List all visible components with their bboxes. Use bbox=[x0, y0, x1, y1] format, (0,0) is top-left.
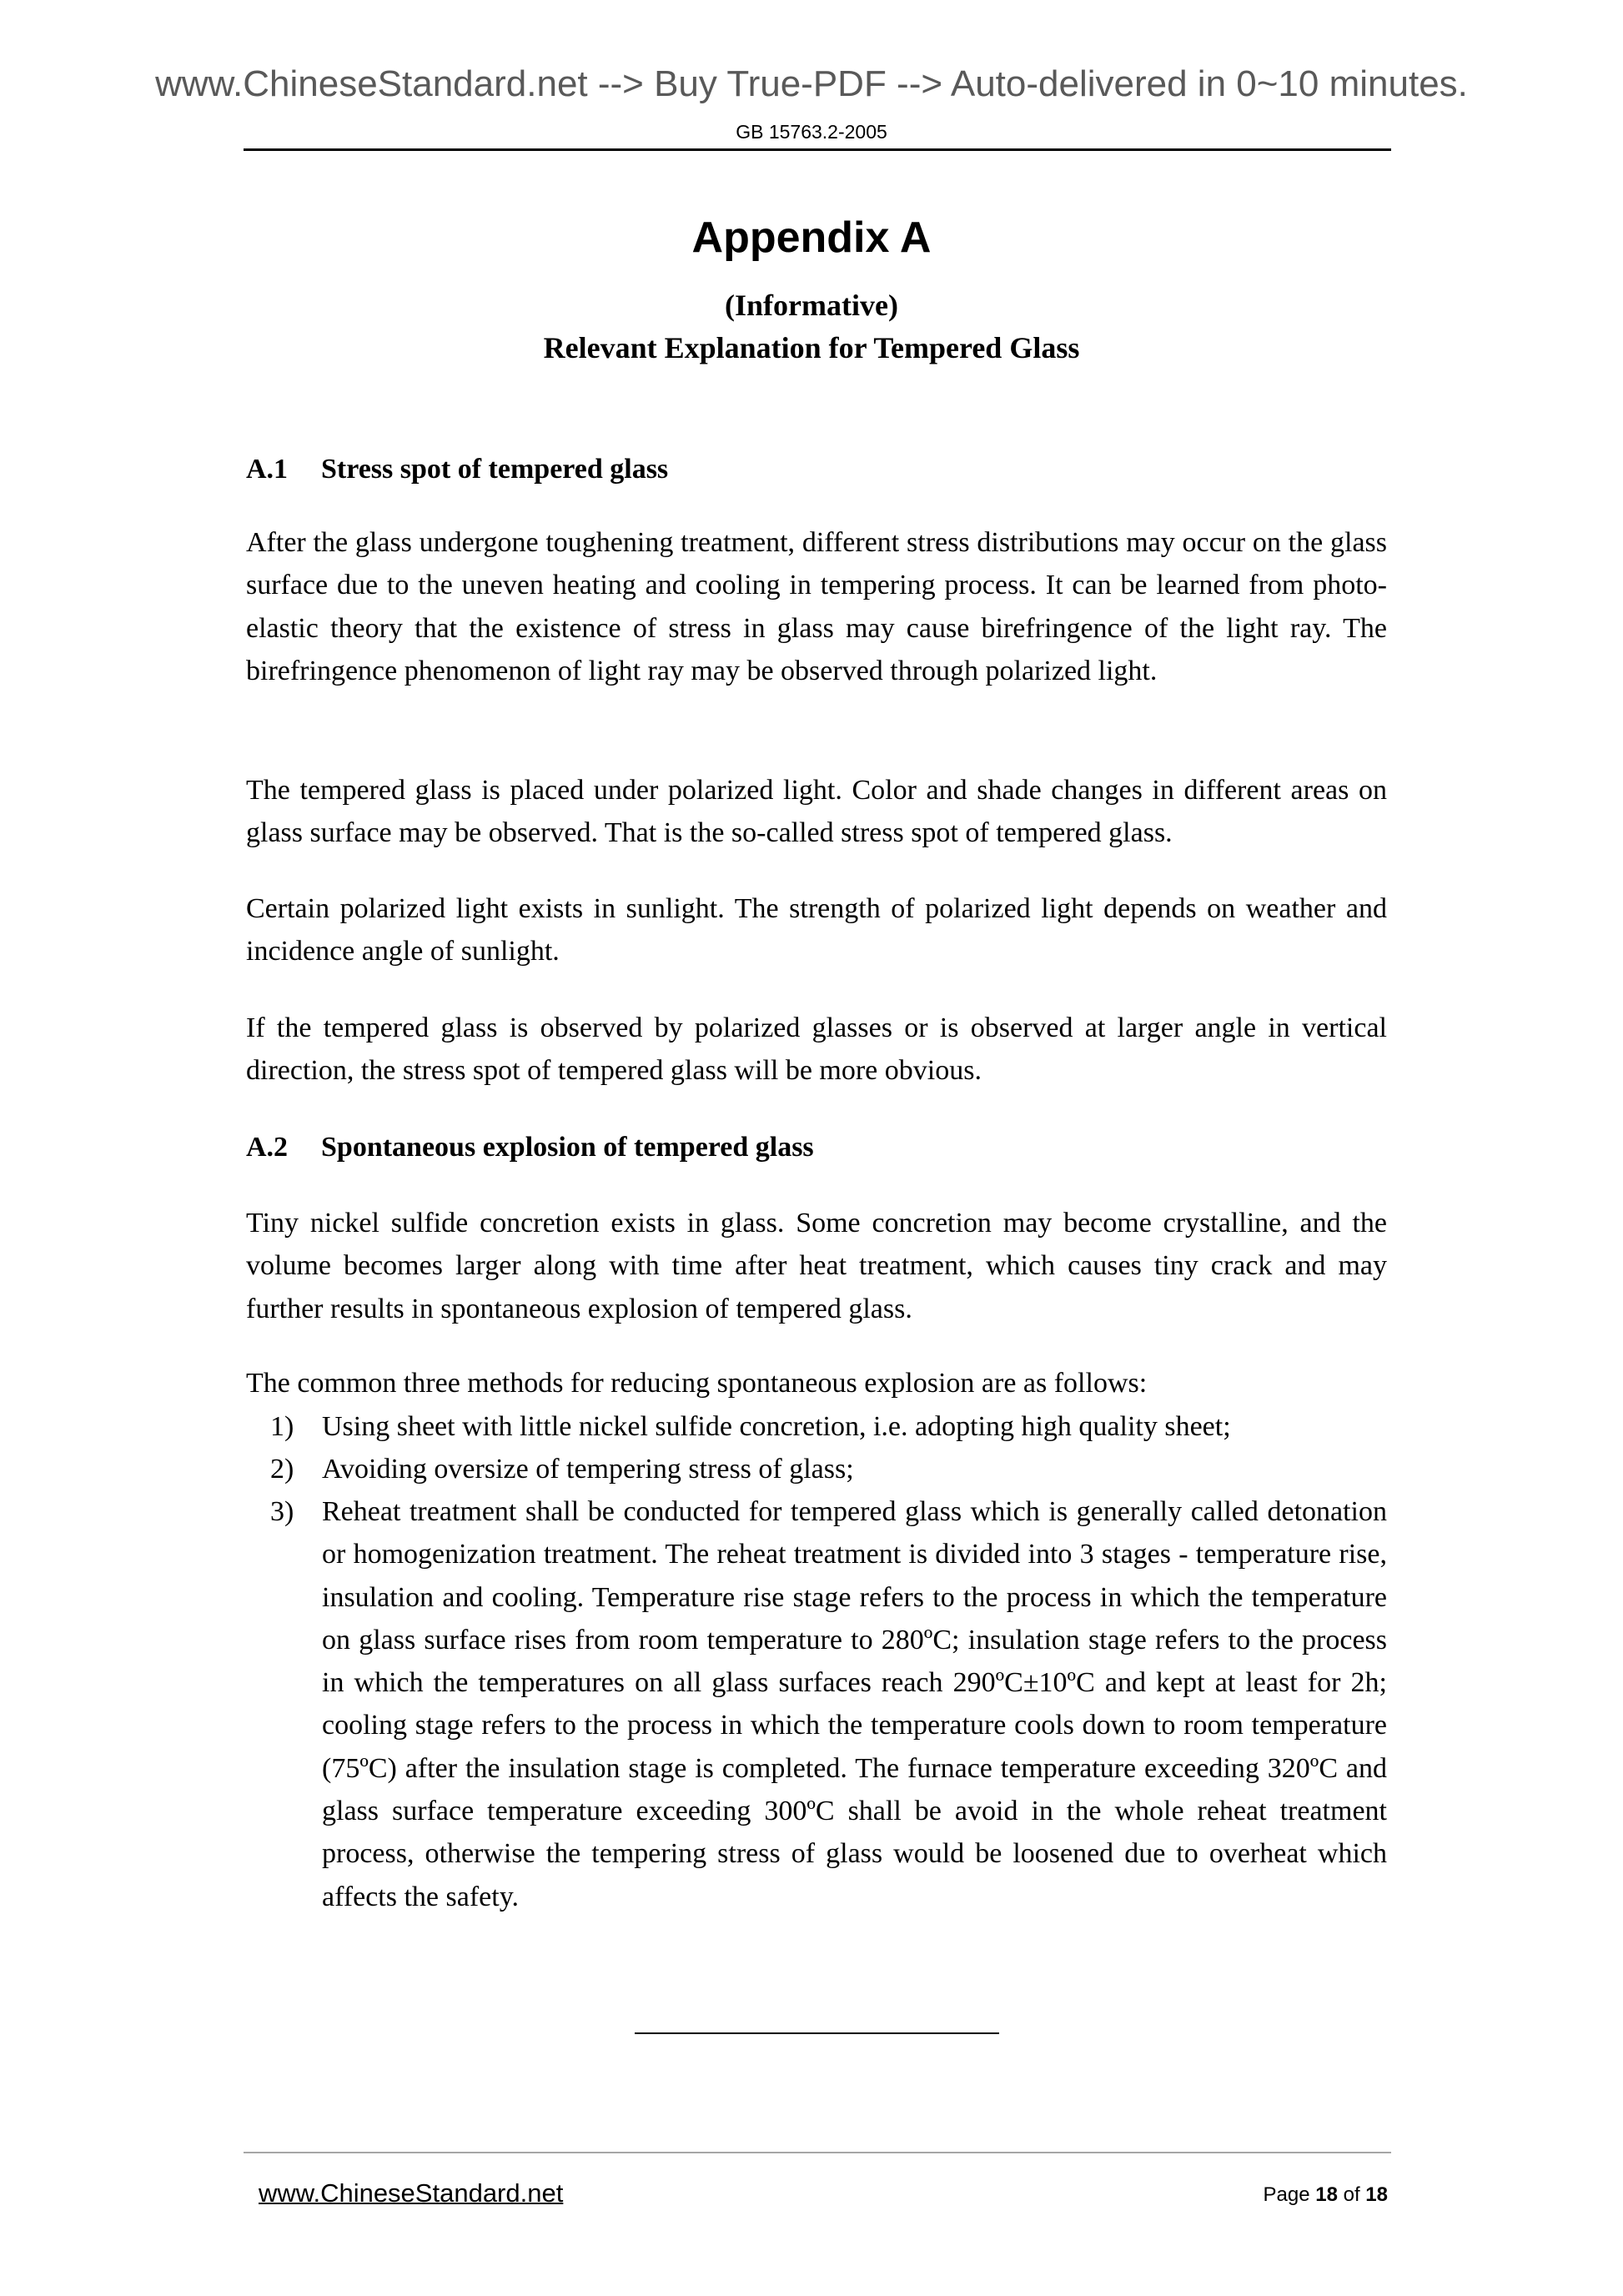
page-number bbox=[1264, 2183, 1389, 2207]
appendix-title: Appendix A bbox=[691, 214, 932, 262]
page-current: 18 bbox=[1315, 2183, 1338, 2206]
paragraph: If the tempered glass is observed by polarized glasses or is observed at larger angle in vertical direction, the stress spot of tempered glass will be more obvious. bbox=[246, 1012, 1387, 1087]
paragraph: The tempered glass is placed under polarized light. Color and shade changes in different areas on glass surface may be observed. That is the so-called stress spot of tempered glass. bbox=[246, 775, 1387, 849]
section-heading-a2 bbox=[246, 1126, 814, 1168]
page-of-label: of bbox=[1343, 2183, 1360, 2206]
appendix-heading: Relevant Explanation for Tempered Glass bbox=[543, 331, 1080, 364]
header-divider bbox=[244, 148, 1391, 151]
footer-website-link[interactable]: www.ChineseStandard.net bbox=[259, 2178, 564, 2208]
section-number: A.2 bbox=[246, 1132, 289, 1163]
paragraph: Tiny nickel sulfide concretion exists in glass. Some concretion may become crystalline, and the volume becomes larger along with time after heat treatment, which causes tiny crack and may further results in spontaneous explosion of tempered glass. bbox=[246, 1208, 1387, 1324]
list-text: Using sheet with little nickel sulfide concretion, i.e. adopting high quality sheet; bbox=[322, 1411, 1231, 1442]
section-title: Spontaneous explosion of tempered glass bbox=[321, 1132, 814, 1163]
section-heading-a1 bbox=[246, 448, 668, 490]
footer-divider bbox=[244, 2152, 1391, 2153]
page-label: Page bbox=[1263, 2183, 1310, 2206]
page-total: 18 bbox=[1365, 2183, 1388, 2206]
section-title: Stress spot of tempered glass bbox=[321, 454, 669, 485]
paragraph: Certain polarized light exists in sunlight. The strength of polarized light depends on weather and incidence angle of sunlight. bbox=[246, 893, 1387, 967]
paragraph: The common three methods for reducing spontaneous explosion are as follows: bbox=[246, 1368, 1148, 1399]
paragraph: After the glass undergone toughening treatment, different stress distributions may occur on the glass surface due to the uneven heating and cooling in tempering process. It can be learned from photo-elastic theory that the existence of stress in glass may cause birefringence of the light ray. The birefringence phenomenon of light ray may be observed through polarized light. bbox=[246, 527, 1387, 686]
list-item bbox=[246, 1448, 1387, 1490]
end-of-document-rule bbox=[635, 2032, 999, 2034]
list-item bbox=[246, 1490, 1387, 1918]
section-number: A.1 bbox=[246, 454, 289, 485]
promo-banner: www.ChineseStandard.net --> Buy True-PDF --> Auto-delivered in 0~10 minutes. bbox=[155, 63, 1468, 104]
list-text: Avoiding oversize of tempering stress of glass; bbox=[322, 1454, 854, 1485]
list-item bbox=[246, 1405, 1387, 1448]
document-number: GB 15763.2-2005 bbox=[736, 121, 887, 143]
appendix-subtitle: (Informative) bbox=[725, 289, 898, 322]
list-text: Reheat treatment shall be conducted for tempered glass which is generally called detonation or homogenization treatment. The reheat treatment is divided into 3 stages - temperature rise, insulation and cooling. Temperature rise stage refers to the process in which the temperature on glass surface rises from room temperature to 280ºC; insulation stage refers to the process in which the temperatures on all glass surfaces reach 290ºC±10ºC and kept at least for 2h; cooling stage refers to the process in which the temperature cools down to room temperature (75ºC) after the insulation stage is completed. The furnace temperature exceeding 320ºC and glass surface temperature exceeding 300ºC shall be avoid in the whole reheat treatment process, otherwise the tempering stress of glass would be loosened due to overheat which affects the safety. bbox=[322, 1496, 1387, 1912]
list-marker: 1) bbox=[270, 1411, 294, 1442]
list-marker: 3) bbox=[270, 1496, 294, 1527]
list-marker: 2) bbox=[270, 1454, 294, 1485]
